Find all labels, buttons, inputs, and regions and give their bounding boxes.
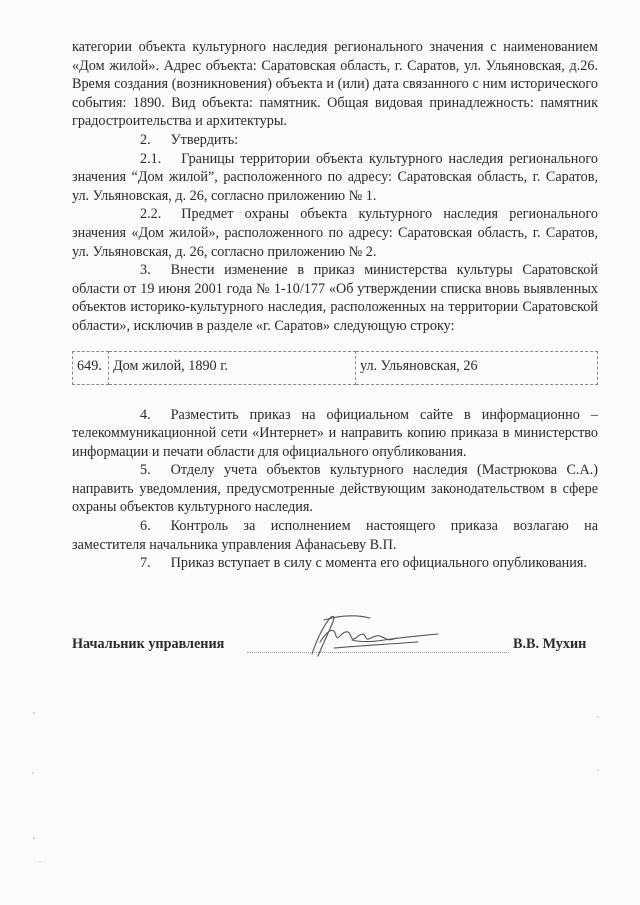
- item-text: Приказ вступает в силу с момента его официального опубликования.: [170, 555, 587, 572]
- item-text: Границы территории объекта культурного наследия регионального значения “Дом жилой”, расположенного по адресу: Саратовская область, г. Саратов, ул. Ульяновская, д. 26, согласно приложению № 1.: [72, 150, 598, 204]
- item-text: Разместить приказ на официальном сайте в информационно – телекоммуникационной сети «Интернет» и направить копию приказа в министерство информации и печати области для официального опубликования.: [72, 406, 598, 460]
- excluded-row-table: [72, 351, 598, 385]
- handwritten-signature: [298, 612, 448, 660]
- item-number: 2.: [140, 131, 151, 148]
- item-number: 3.: [140, 262, 151, 279]
- item-number: 2.2.: [140, 206, 162, 223]
- document-body: [72, 38, 598, 573]
- item-3: [72, 261, 598, 335]
- item-7: [72, 554, 598, 573]
- item-text: Контроль за исполнением настоящего приказа возлагаю на заместителя начальника управления Афанасьеву В.П.: [72, 518, 598, 553]
- table-row: [73, 351, 598, 384]
- intro-paragraph: категории объекта культурного наследия регионального значения с наименованием «Дом жилой». Адрес объекта: Саратовская область, г. Саратов, ул. Ульяновская, д.26. Время создания (возникновения) объекта и (или) дата связанного с ним исторического события: 1890. Вид объекта: памятник. Общая видовая принадлежность: памятник градостроительства и архитектуры.: [72, 39, 598, 130]
- item-2: [72, 131, 598, 150]
- item-4: [72, 406, 598, 462]
- table-cell-number: 649.: [73, 351, 109, 384]
- signer-name: В.В. Мухин: [513, 636, 587, 652]
- item-2-2: [72, 205, 598, 261]
- item-number: 7.: [140, 555, 151, 572]
- item-number: 2.1.: [140, 150, 162, 167]
- item-text: Внести изменение в приказ министерства культуры Саратовской области от 19 июня 2001 года № 1-10/177 «Об утверждении списка вновь выявленных объектов историко-культурного наследия, расположенных на территории Саратовской области», исключив в разделе «г. Саратов» следующую строку:: [72, 262, 598, 334]
- item-text: Предмет охраны объекта культурного наследия регионального значения «Дом жилой», расположенного по адресу: Саратовская область, г. Саратов, ул. Ульяновская, д. 26, согласно приложению № 2.: [72, 206, 598, 260]
- item-number: 6.: [140, 518, 151, 535]
- item-number: 4.: [140, 406, 151, 423]
- signer-role: Начальник управления: [72, 636, 225, 652]
- table-cell-address: ул. Ульяновская, 26: [356, 351, 598, 384]
- item-5: [72, 461, 598, 517]
- item-text: Отделу учета объектов культурного наследия (Мастрюкова С.А.) направить уведомления, предусмотренные действующим законодательством в сфере охраны объектов культурного наследия.: [72, 462, 598, 516]
- item-text: Утвердить:: [170, 131, 239, 148]
- item-2-1: [72, 150, 598, 206]
- table-cell-name: Дом жилой, 1890 г.: [109, 351, 356, 384]
- item-number: 5.: [140, 462, 151, 479]
- item-6: [72, 517, 598, 554]
